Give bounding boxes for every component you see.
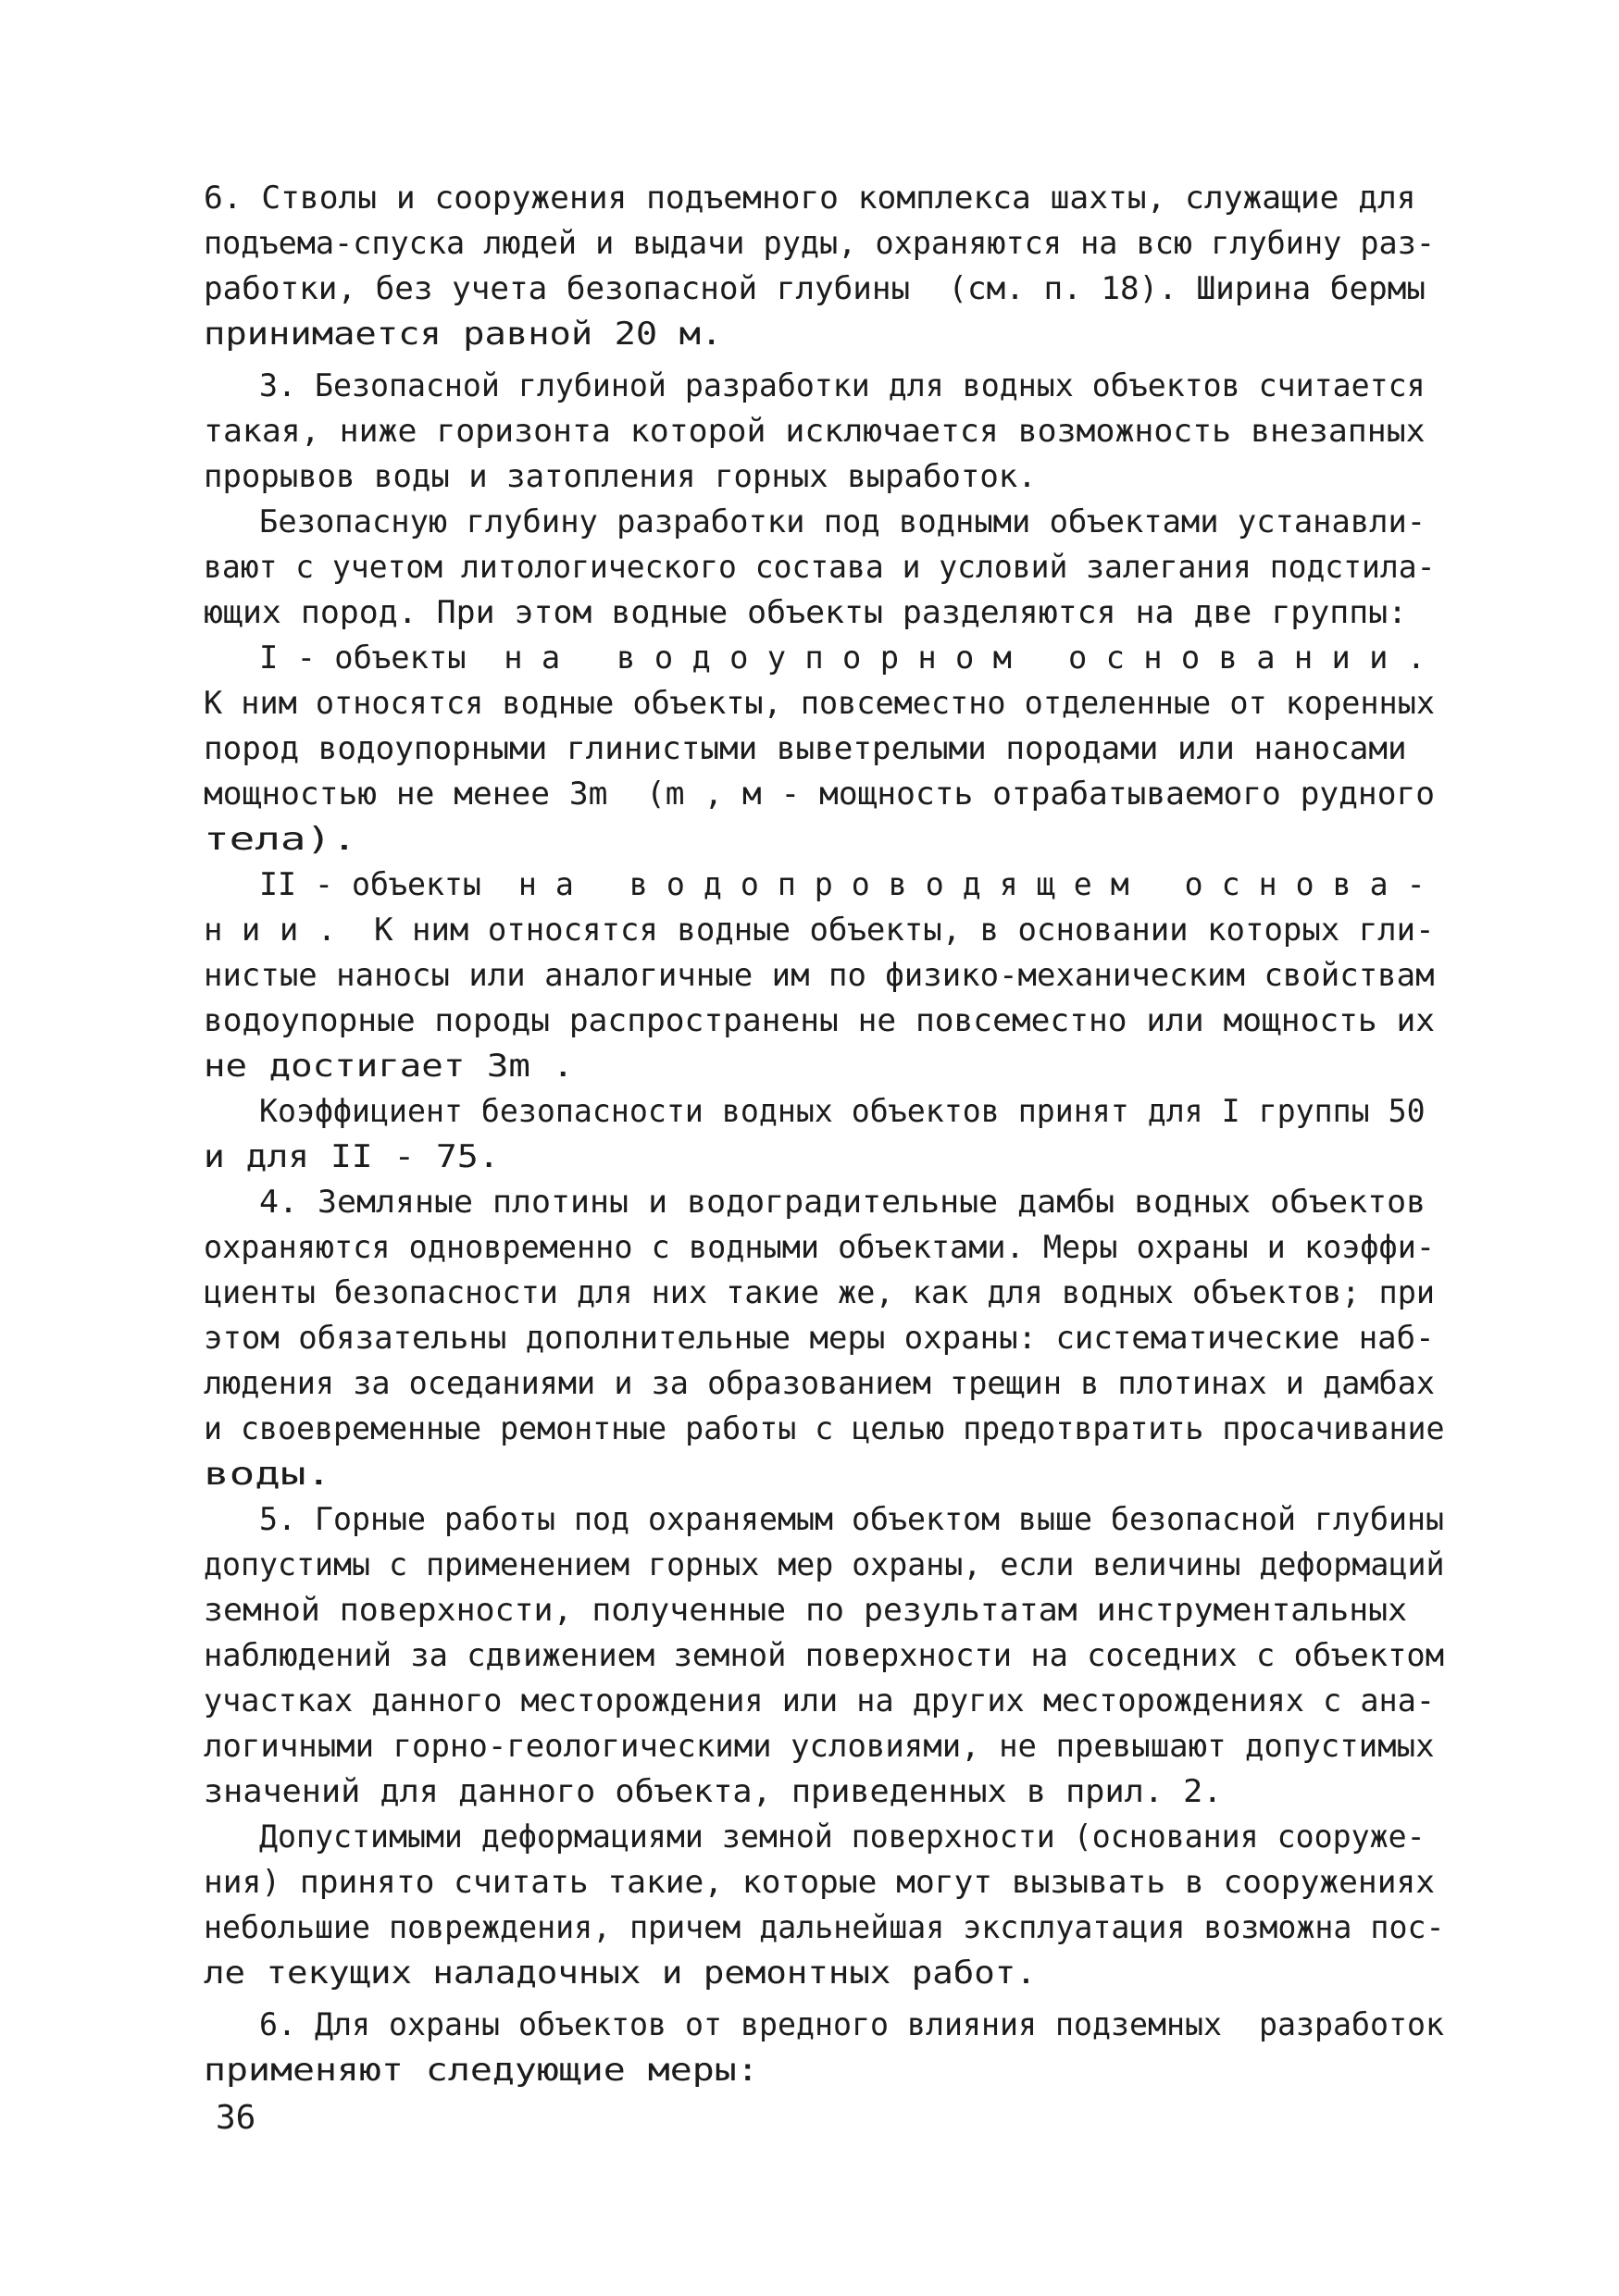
text-line: значений для данного объекта, приведенных в прил. 2. — [204, 1773, 1223, 1810]
text-line: ния) принято считать такие, которые могут вызывать в сооружениях — [204, 1864, 1436, 1901]
text-line: участках данного месторождения или на других месторождениях с ана- — [204, 1682, 1436, 1719]
text-line: наблюдений за сдвижением земной поверхности на соседних с объектом — [204, 1637, 1445, 1674]
text-line: мощностью не менее 3m (m , м - мощность отрабатываемого рудного — [204, 776, 1436, 813]
text-line: и своевременные ремонтные работы с целью предотвратить просачивание — [204, 1410, 1445, 1447]
text-line: допустимы с применением горных мер охраны, если величины деформаций — [204, 1546, 1445, 1583]
text-line: водоупорные породы распространены не повсеместно или мощность их — [204, 1002, 1436, 1039]
text-line: ле текущих наладочных и ремонтных работ. — [204, 1955, 1037, 1992]
text-line: 3. Безопасной глубиной разработки для водных объектов считается — [259, 367, 1426, 404]
text-line: и для II - 75. — [204, 1138, 500, 1175]
text-line: II - объекты н а в о д о п р о в о д я щ е м о с н о в а - — [259, 866, 1426, 903]
text-line: 5. Горные работы под охраняемым объектом выше безопасной глубины — [259, 1501, 1445, 1538]
text-line: пород водоупорными глинистыми выветрелыми породами или наносами — [204, 730, 1407, 767]
text-line: вают с учетом литологического состава и условий залегания подстила- — [204, 549, 1436, 586]
text-line: воды. — [204, 1456, 332, 1493]
text-line: прорывов воды и затопления горных выработок. — [204, 458, 1037, 495]
text-line: такая, ниже горизонта которой исключается возможность внезапных — [204, 413, 1426, 450]
text-line: применяют следующие меры: — [204, 2052, 759, 2089]
text-line: небольшие повреждения, причем дальнейшая эксплуатация возможна пос- — [204, 1909, 1445, 1946]
text-line: циенты безопасности для них такие же, как для водных объектов; при — [204, 1274, 1436, 1311]
text-line: подъема-спуска людей и выдачи руды, охраняются на всю глубину раз- — [204, 225, 1436, 262]
text-line: логичными горно-геологическими условиями, не превышают допустимых — [204, 1728, 1435, 1765]
text-line: 6. Для охраны объектов от вредного влияния подземных разработок — [259, 2006, 1445, 2043]
text-line: Безопасную глубину разработки под водными объектами устанавли- — [259, 503, 1426, 540]
text-line: К ним относятся водные объекты, повсеместно отделенные от коренных — [204, 685, 1436, 722]
text-line: тела). — [204, 821, 357, 858]
text-line: этом обязательны дополнительные меры охраны: систематические наб- — [204, 1320, 1435, 1357]
text-line: ющих пород. При этом водные объекты разделяются на две группы: — [204, 594, 1408, 631]
text-line: людения за оседаниями и за образованием трещин в плотинах и дамбах — [204, 1365, 1436, 1402]
text-line: I - объекты н а в о д о у п о р н о м о с н о в а н и и . — [259, 639, 1426, 676]
text-line: Допустимыми деформациями земной поверхности (основания сооруже- — [259, 1818, 1426, 1855]
text-line: 6. Стволы и сооружения подъемного комплекса шахты, служащие для — [204, 180, 1416, 217]
text-line: 4. Земляные плотины и водоградительные дамбы водных объектов — [259, 1184, 1426, 1221]
text-line: нистые наносы или аналогичные им по физико-механическим свойствам — [204, 957, 1435, 994]
text-line: работки, без учета безопасной глубины (см. п. 18). Ширина бермы — [204, 270, 1426, 307]
page-number: 36 — [216, 2099, 256, 2137]
text-line: охраняются одновременно с водными объектами. Меры охраны и коэффи- — [204, 1229, 1436, 1266]
text-line: не достигает 3m . — [204, 1048, 574, 1085]
text-line: принимается равной 20 м. — [204, 316, 723, 353]
text-line: Коэффициент безопасности водных объектов принят для I группы 50 — [259, 1093, 1426, 1130]
text-line: н и и . К ним относятся водные объекты, в основании которых гли- — [204, 912, 1435, 949]
text-line: земной поверхности, полученные по результатам инструментальных — [204, 1592, 1408, 1629]
